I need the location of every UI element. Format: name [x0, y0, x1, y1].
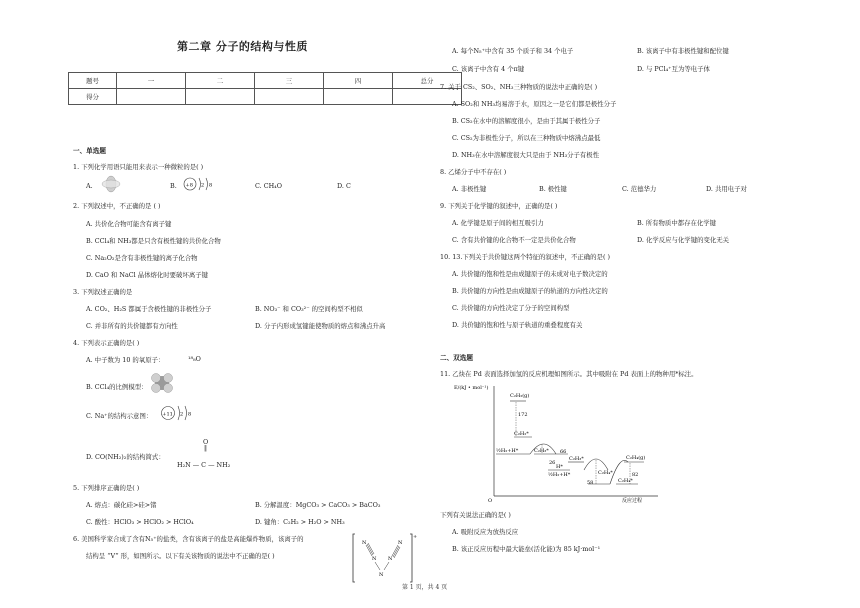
double-bond: ‖	[204, 445, 207, 452]
nucleus-charge: +8	[185, 182, 193, 189]
option-d: D. 化学反应与化学键的变化无关	[637, 236, 730, 244]
option-a: A. 每个N₅⁺中含有 35 个质子和 34 个电子	[452, 47, 574, 55]
option-d: D. 与 PCl₄⁺互为等电子体	[637, 65, 710, 73]
isotope-symbol: ¹⁸₈O	[188, 355, 201, 363]
question-9-stem: 9. 下列关于化学键的叙述中，正确的是( )	[440, 202, 558, 210]
structure-chain: H₂N — C — NH₂	[177, 461, 231, 469]
energy-value: 66	[560, 449, 567, 455]
option-a: A. 熔点：碳化硅>硅>锗	[86, 501, 157, 509]
question-11-stem: 11. 乙炔在 Pd 表面选择加氢的反应机理如图所示。其中吸附在 Pd 表面上的物种用*标注。	[440, 370, 698, 378]
ion-structure-diagram	[160, 402, 194, 424]
score-table-header: 题号	[69, 73, 117, 89]
n5-ion-structure-diagram	[352, 532, 416, 584]
option-d: D. 共用电子对	[706, 185, 747, 193]
score-table-header: 一	[117, 73, 186, 89]
origin-label: O	[488, 498, 493, 504]
option-d: D. 键角：C₂H₂ > H₂O > NH₃	[255, 518, 345, 526]
shell-electrons: 8	[209, 182, 213, 189]
atom-structure-diagram	[182, 174, 216, 194]
option-b: B. CS₂在水中的溶解度很小，是由于其属于极性分子	[452, 117, 601, 125]
level-label: C₂H₄*	[598, 470, 613, 476]
option-c: C. 该离子中含有 4 个π键	[452, 65, 525, 73]
question-6-stem-line1: 6. 美国科学家合成了含有N₅⁺的盐类，含有该离子的盐是高能爆炸物质，该离子的	[73, 535, 304, 543]
option-a: A. 中子数为 10 的氧原子：	[86, 356, 165, 364]
y-axis-label: E/(kJ • mol⁻¹)	[454, 385, 489, 391]
structure-oxygen: O	[203, 438, 209, 446]
level-label: C₂H₂(g)	[510, 393, 530, 399]
svg-text:N: N	[388, 556, 393, 562]
option-a: A. 吸附反应为放热反应	[452, 528, 519, 536]
score-row-label: 得分	[69, 89, 117, 105]
option-c: C. Na₂O₂是含有非极性键的离子化合物	[86, 254, 198, 262]
question-6-stem-line2: 结构呈 “V” 形，如图所示。以下有关该物质的说法中不正确的是( )	[86, 552, 275, 560]
energy-profile-diagram	[448, 380, 668, 505]
option-d: D. 分子内形成氢键能使物质的熔点和沸点升高	[255, 322, 386, 330]
svg-text:N: N	[398, 540, 403, 546]
option-b: B. CCl₄的比例模型：	[86, 383, 148, 391]
option-a: A. 共价化合物可能含有离子键	[86, 220, 172, 228]
option-a: A. SO₂和 NH₃均易溶于水，原因之一是它们都是极性分子	[452, 100, 617, 108]
x-axis-label: 反应过程	[622, 498, 643, 504]
score-table-header: 三	[255, 73, 324, 89]
svg-text:N: N	[372, 556, 377, 562]
shell-electrons: 2	[180, 411, 184, 418]
question-1-stem: 1. 下列化学用语只能用来表示一种微粒的是( )	[73, 163, 204, 171]
nucleus-charge: +11	[162, 411, 173, 418]
level-label: ½H₂+H*	[548, 472, 571, 478]
option-d: D. CO(NH₂)₂的结构简式：	[86, 453, 165, 461]
energy-value: 172	[518, 412, 528, 418]
option-b: B. 该正反应历程中最大能垒(活化能)为 85 kJ·mol⁻¹	[452, 545, 601, 553]
option-b: B.	[170, 182, 177, 190]
option-b: B. 该离子中有非极性键和配位键	[637, 47, 729, 55]
score-table-header: 总分	[393, 73, 462, 89]
option-a: A. 化学键是原子间的相互吸引力	[452, 219, 544, 227]
option-d: D. C	[337, 182, 351, 190]
question-10-stem: 10. 13.下列关于共价键这两个特征的叙述中，不正确的是( )	[440, 253, 610, 261]
level-label: C₂H₂*	[514, 431, 529, 437]
score-table-header: 四	[324, 73, 393, 89]
score-table-header-row	[69, 73, 462, 89]
option-c: C. CS₂为非极性分子，所以在三种物质中熔沸点最低	[452, 134, 601, 142]
level-label: ½H₂+H*	[496, 448, 519, 454]
page-footer: 第 1 页，共 4 页	[402, 584, 448, 591]
shell-electrons: 8	[188, 411, 192, 418]
score-cell[interactable]	[324, 89, 393, 105]
option-d: D. NH₃在水中溶解度很大只是由于 NH₃分子有极性	[452, 151, 600, 159]
question-7-stem: 7. 关于 CS₂、SO₂、NH₃三种物质的说法中正确的是( )	[440, 83, 598, 91]
option-b: B. NO₃⁻ 和 CO₃²⁻ 的空间构型不相似	[255, 305, 363, 313]
option-d: D. 共价键的饱和性与原子轨道的重叠程度有关	[452, 321, 583, 329]
score-cell[interactable]	[255, 89, 324, 105]
shell-electrons: 2	[201, 182, 205, 189]
energy-value: 26	[549, 460, 556, 466]
question-2-stem: 2. 下列叙述中，不正确的是 ( )	[73, 202, 161, 210]
section-heading: 一、单选题	[73, 147, 106, 155]
svg-text:N: N	[362, 540, 367, 546]
option-c: C. 范德华力	[622, 185, 657, 193]
question-8-stem: 8. 乙烯分子中不存在( )	[440, 168, 507, 176]
score-table-header: 二	[186, 73, 255, 89]
option-c: C. 共价键的方向性决定了分子的空间构型	[452, 304, 570, 312]
question-5-stem: 5. 下列排序正确的是( )	[73, 484, 140, 492]
svg-text:N: N	[379, 572, 384, 578]
score-table	[68, 72, 462, 105]
section-heading: 二、双选题	[440, 354, 473, 362]
energy-value: 82	[632, 472, 639, 478]
page-title: 第二章 分子的结构与性质	[177, 40, 308, 53]
level-label: C₂H₄*	[618, 478, 633, 484]
svg-text:+: +	[413, 534, 418, 540]
score-cell[interactable]	[117, 89, 186, 105]
orbital-model-icon	[100, 174, 122, 194]
option-a: A.	[86, 182, 93, 190]
score-cell[interactable]	[186, 89, 255, 105]
option-b: B. 所有物质中都存在化学键	[637, 219, 717, 227]
question-3-stem: 3. 下列叙述正确的是	[73, 288, 133, 296]
option-a: A. CO₂、H₂S 都属于含极性键的非极性分子	[86, 305, 212, 313]
option-b: B. 分解温度：MgCO₃ > CaCO₃ > BaCO₃	[255, 501, 381, 509]
level-label: C₂H₄(g)	[626, 455, 646, 461]
level-label: C₂H₃*	[534, 448, 549, 454]
option-c: C. Na⁺的结构示意图：	[86, 412, 153, 420]
question-4-stem: 4. 下列表示正确的是( )	[73, 339, 140, 347]
energy-value: 58	[587, 480, 594, 486]
option-c: C. 含有共价键的化合物不一定是共价化合物	[452, 236, 576, 244]
option-c: C. 酸性：HClO₃ > HClO₂ > HClO₄	[86, 518, 194, 526]
option-a: A. 共价键的饱和性是由成键原子的未成对电子数决定的	[452, 270, 608, 278]
level-label: C₂H₃*	[569, 456, 584, 462]
option-b: B. 共价键的方向性是由成键原子的轨道的方向性决定的	[452, 287, 608, 295]
option-b: B. CCl₄和 NH₃都是只含有极性键的共价化合物	[86, 237, 221, 245]
score-table-score-row	[69, 89, 462, 105]
space-filling-model-icon	[150, 372, 174, 394]
option-b: B. 极性键	[539, 185, 567, 193]
question-11-follow: 下列有关说法正确的是( )	[440, 511, 511, 519]
level-label: H*	[556, 464, 563, 470]
option-a: A. 非极性键	[452, 185, 487, 193]
option-c: C. CH₄O	[255, 182, 282, 190]
option-c: C. 并非所有的共价键都有方向性	[86, 322, 178, 330]
option-d: D. CaO 和 NaCl 晶体熔化时要破坏离子键	[86, 271, 209, 279]
